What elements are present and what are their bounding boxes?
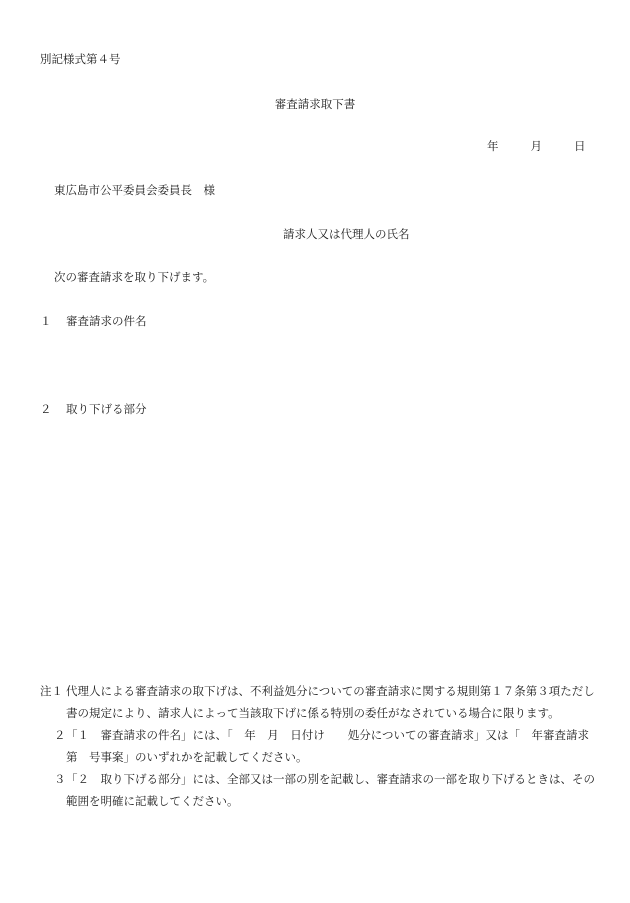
note-3 xyxy=(40,768,600,812)
date-month: 月 xyxy=(530,139,542,153)
item-withdrawn-part xyxy=(40,401,147,417)
withdrawal-statement: 次の審査請求を取り下げます。 xyxy=(54,270,215,284)
note-label: ３ xyxy=(54,772,66,786)
date-day: 日 xyxy=(574,139,586,153)
note-label: 注１ xyxy=(40,684,63,698)
item-label: 審査請求の件名 xyxy=(66,314,147,328)
applicant-name-label: 請求人又は代理人の氏名 xyxy=(283,227,410,241)
item-case-name xyxy=(40,313,147,329)
item-number: ２ xyxy=(40,402,52,416)
note-2 xyxy=(40,724,600,768)
notes-section xyxy=(40,680,600,812)
note-text: 「１ 審査請求の件名」には、「 年 月 日付け 処分についての審査請求」又は「 年審査請求第 号事案」のいずれかを記載してください。 xyxy=(66,728,590,764)
addressee: 東広島市公平委員会委員長 様 xyxy=(54,183,215,197)
item-number: １ xyxy=(40,314,52,328)
note-text: 「２ 取り下げる部分」には、全部又は一部の別を記載し、審査請求の一部を取り下げるときは、その範囲を明確に記載してください。 xyxy=(66,772,595,808)
note-1 xyxy=(40,680,600,724)
note-label: ２ xyxy=(54,728,66,742)
form-number: 別記様式第４号 xyxy=(40,52,121,66)
date-line xyxy=(487,138,586,154)
note-text: 代理人による審査請求の取下げは、不利益処分についての審査請求に関する規則第１７条第３項ただし書の規定により、請求人によって当該取下げに係る特別の委任がなされている場合に限ります。 xyxy=(66,684,595,720)
date-year: 年 xyxy=(487,139,499,153)
document-title: 審査請求取下書 xyxy=(274,97,356,111)
item-label: 取り下げる部分 xyxy=(66,402,147,416)
